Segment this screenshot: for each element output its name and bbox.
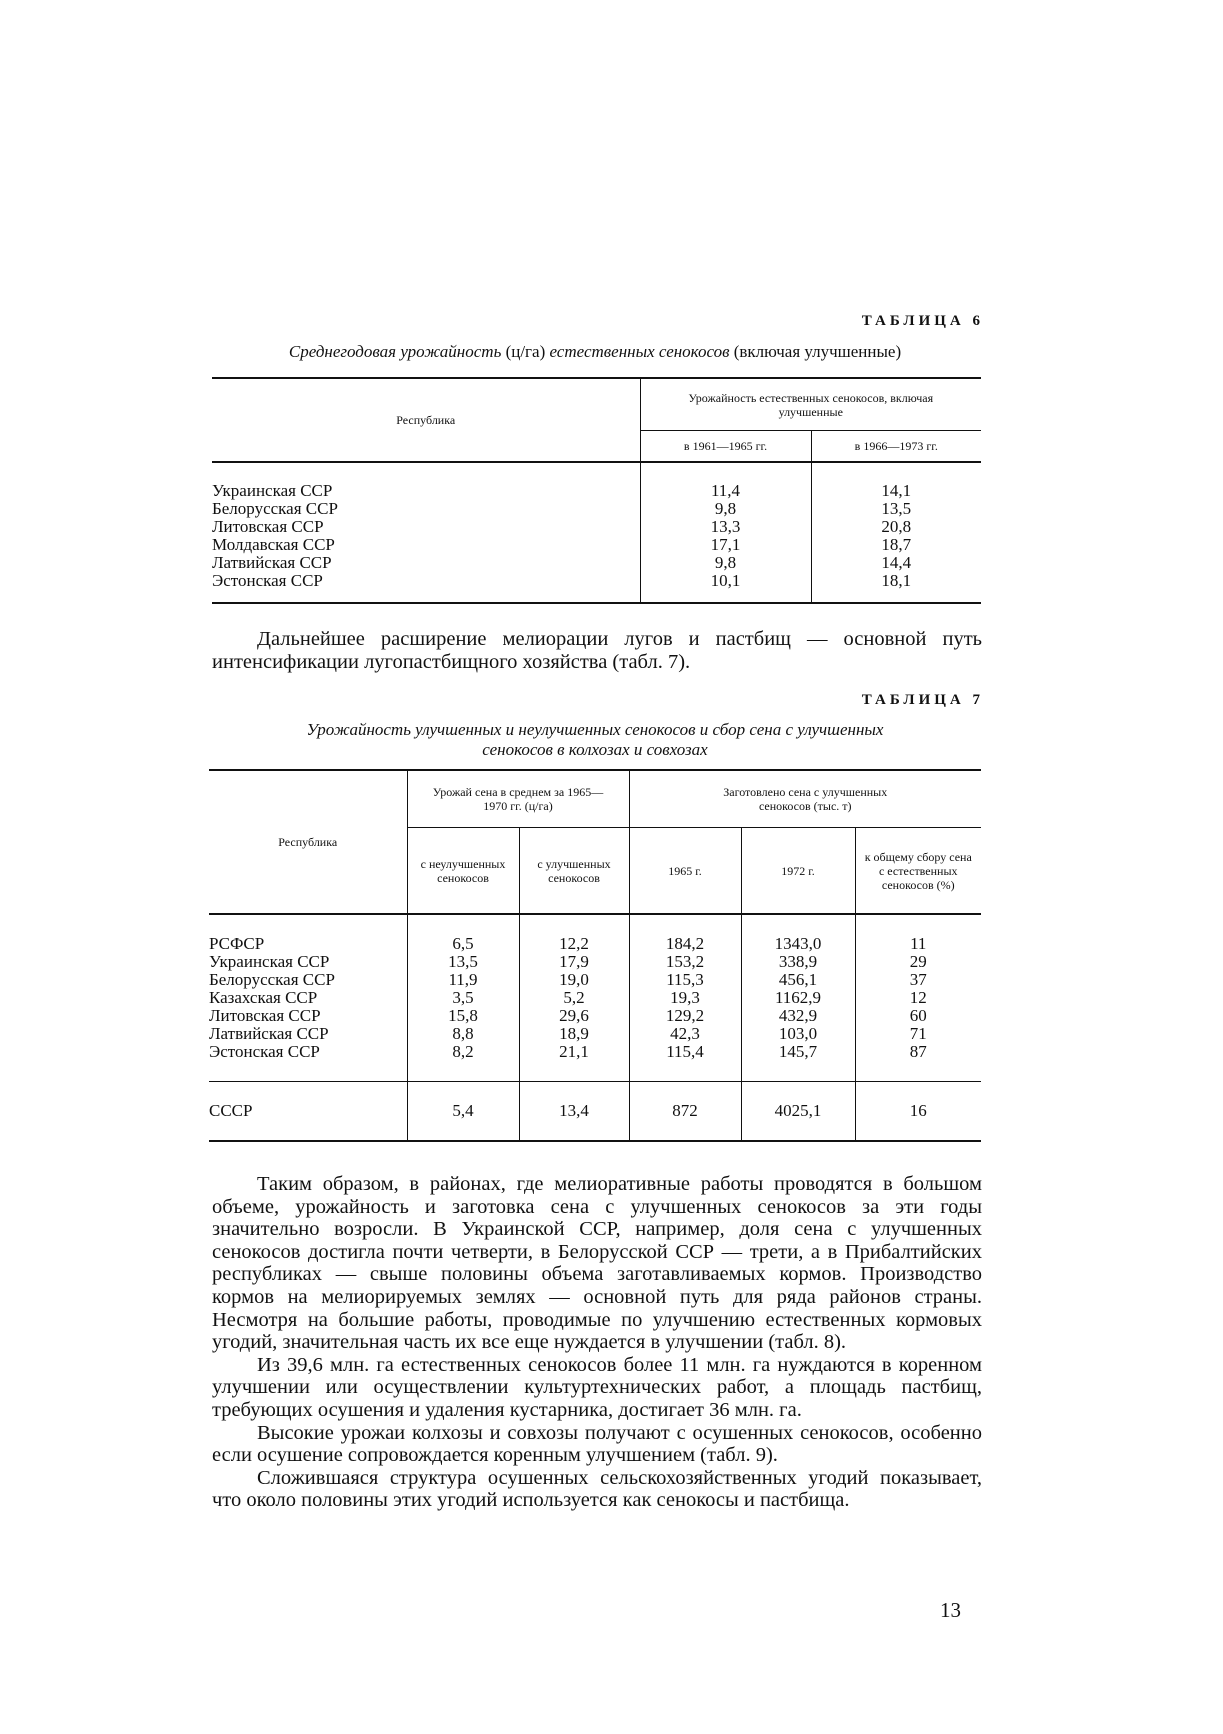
table7-row-name: Украинская ССР: [209, 952, 330, 971]
table6-cell: 20,8: [881, 517, 912, 536]
table7-cell: 432,9: [778, 1006, 818, 1025]
table7-cell: 60: [909, 1006, 927, 1025]
table7-cell: 3,5: [452, 988, 474, 1007]
table7-republic-column: [209, 914, 407, 1082]
table7-caption: [200, 720, 990, 760]
table7-cell: 6,5: [452, 934, 474, 953]
table7-cell: 13,5: [448, 952, 478, 971]
table6-cell: 10,1: [710, 571, 741, 590]
table7-row-name: Латвийская ССР: [209, 1024, 329, 1043]
table7-cell: 19,3: [670, 988, 700, 1007]
table7-share-values: [855, 914, 981, 1082]
table7: [209, 769, 981, 1142]
table7-cell: 153,2: [665, 952, 705, 971]
table6-caption-part3: (включая улучшенные): [733, 342, 902, 361]
body-text: [212, 1173, 982, 1512]
table6-cell: 18,7: [881, 535, 912, 554]
table6-cell: 9,8: [714, 553, 737, 572]
table7-cell: 1162,9: [774, 988, 822, 1007]
table6-header-republic: Республика: [212, 378, 640, 462]
page-number: 13: [940, 1598, 961, 1622]
table7-1965-values: [629, 914, 741, 1082]
table7-unimproved-values: [407, 914, 519, 1082]
table7-header-unimproved: с неулучшенных сенокосов: [407, 828, 519, 915]
table6-caption: [200, 342, 990, 362]
table6-republic-column: [212, 462, 640, 603]
table7-total-name: СССР: [209, 1101, 253, 1120]
table7-cell: 8,2: [452, 1042, 474, 1061]
table7-header-republic: Республика: [209, 770, 407, 914]
table6-col-a-values: [640, 462, 811, 603]
table7-cell: 71: [909, 1024, 927, 1043]
table7-label: ТАБЛИЦА 7: [861, 692, 984, 708]
table6-header-col-b: в 1966—1973 гг.: [811, 431, 981, 463]
paragraph-4: Высокие урожаи колхозы и совхозы получают с осушенных сенокосов, особенно если осушение сопровождается коренным улучшением (табл. 9).: [212, 1421, 982, 1467]
paragraph-1: [212, 628, 982, 673]
table6-cell: 13,5: [881, 499, 912, 518]
table6-cell: 14,1: [881, 481, 912, 500]
table7-improved-values: [519, 914, 629, 1082]
table7-cell: 21,1: [559, 1042, 589, 1061]
table7-total-cell: 16: [855, 1082, 981, 1142]
table7-cell: 42,3: [670, 1024, 700, 1043]
table6-col-b-values: [811, 462, 981, 603]
table7-cell: 12: [909, 988, 927, 1007]
paragraph-5: Сложившаяся структура осушенных сельскохозяйственных угодий показывает, что около половины этих угодий используется как сенокосы и пастбища.: [212, 1466, 982, 1512]
table7-row-name: Эстонская ССР: [209, 1042, 320, 1061]
table7-header-group1: Урожай сена в среднем за 1965—1970 гг. (ц/га): [407, 770, 629, 828]
table7-caption-line2: сенокосов в колхозах и совхозах: [482, 740, 708, 759]
table7-total-cell: 4025,1: [741, 1082, 855, 1142]
table6-row-name: Латвийская ССР: [212, 553, 332, 572]
table7-cell: 184,2: [665, 934, 705, 953]
table7-cell: 87: [909, 1042, 927, 1061]
paragraph-1-text: Дальнейшее расширение мелиорации лугов и пастбищ — основной путь интенсификации лугопастбищного хозяйства (табл. 7).: [212, 628, 982, 673]
table7-cell: 5,2: [563, 988, 585, 1007]
table6-header-group: Урожайность естественных сенокосов, включая улучшенные: [640, 378, 981, 431]
table7-total-cell: 5,4: [407, 1082, 519, 1142]
table7-cell: 17,9: [559, 952, 589, 971]
table7-header-improved: с улучшенных сенокосов: [519, 828, 629, 915]
table7-cell: 29: [909, 952, 927, 971]
table7-cell: 15,8: [448, 1006, 478, 1025]
table7-cell: 145,7: [778, 1042, 818, 1061]
table6-cell: 13,3: [710, 517, 741, 536]
table7-header-1965: 1965 г.: [629, 828, 741, 915]
table6-row-name: Молдавская ССР: [212, 535, 335, 554]
table7-total-row: [209, 1082, 981, 1142]
table6-cell: 18,1: [881, 571, 912, 590]
paragraph-2: Таким образом, в районах, где мелиоративные работы проводятся в большом объеме, урожайность и заготовка сена с улучшенных сенокосов за эти годы значительно возросли. В Украинской ССР, например, доля сена с улучшенных сенокосов достигла почти четверти, в Белорусской ССР — трети, а в Прибалтийских республиках — свыше половины объема заготавливаемых кормов. Производство кормов на мелиорируемых землях — основной путь для ряда районов страны. Несмотря на большие работы, проводимые по улучшению естественных кормовых угодий, значительная часть их все еще нуждается в улучшении (табл. 8).: [212, 1173, 982, 1354]
table7-row-name: Литовская ССР: [209, 1006, 321, 1025]
table6-caption-part1: Среднегодовая урожайность: [288, 342, 502, 361]
table6-caption-part2: естественных сенокосов: [549, 342, 730, 361]
table7-cell: 456,1: [778, 970, 818, 989]
table7-total-cell: 872: [629, 1082, 741, 1142]
table6-header-col-a: в 1961—1965 гг.: [640, 431, 811, 463]
table6: [212, 377, 981, 604]
table7-header-share: к общему сбору сена с естественных сенокосов (%): [855, 828, 981, 915]
table7-cell: 115,4: [666, 1042, 704, 1061]
table7-row-name: Белорусская ССР: [209, 970, 335, 989]
table6-cell: 11,4: [710, 481, 741, 500]
table6-cell: 14,4: [881, 553, 912, 572]
table7-cell: 338,9: [778, 952, 818, 971]
table7-row-name: Казахская ССР: [209, 988, 318, 1007]
table7-cell: 115,3: [666, 970, 704, 989]
table7-row-name: РСФСР: [209, 934, 265, 953]
table6-row-name: Эстонская ССР: [212, 571, 323, 590]
table7-cell: 29,6: [559, 1006, 589, 1025]
table7-header-1972: 1972 г.: [741, 828, 855, 915]
table6-row-name: Белорусская ССР: [212, 499, 338, 518]
table7-cell: 37: [909, 970, 927, 989]
table6-row-name: Украинская ССР: [212, 481, 333, 500]
table6-cell: 17,1: [710, 535, 741, 554]
paragraph-3: Из 39,6 млн. га естественных сенокосов более 11 млн. га нуждаются в коренном улучшении или осуществлении культуртехнических работ, а площадь пастбищ, требующих осушения и удаления кустарника, достигает 36 млн. га.: [212, 1353, 982, 1421]
table7-cell: 1343,0: [774, 934, 822, 953]
table7-cell: 19,0: [559, 970, 589, 989]
table7-cell: 103,0: [778, 1024, 818, 1043]
table7-cell: 11: [910, 934, 927, 953]
table7-cell: 11,9: [448, 970, 478, 989]
table6-row-name: Литовская ССР: [212, 517, 324, 536]
table7-total-cell: 13,4: [519, 1082, 629, 1142]
table7-caption-line1: Урожайность улучшенных и неулучшенных сенокосов и сбор сена с улучшенных: [306, 720, 884, 739]
table6-caption-unit: (ц/га): [505, 342, 546, 361]
table6-cell: 9,8: [714, 499, 737, 518]
table7-1972-values: [741, 914, 855, 1082]
table7-cell: 8,8: [452, 1024, 474, 1043]
table7-header-group2: Заготовлено сена с улучшенных сенокосов (тыс. т): [629, 770, 981, 828]
table7-cell: 18,9: [559, 1024, 589, 1043]
table6-label: ТАБЛИЦА 6: [861, 313, 984, 329]
table7-cell: 129,2: [665, 1006, 705, 1025]
table7-cell: 12,2: [559, 934, 589, 953]
